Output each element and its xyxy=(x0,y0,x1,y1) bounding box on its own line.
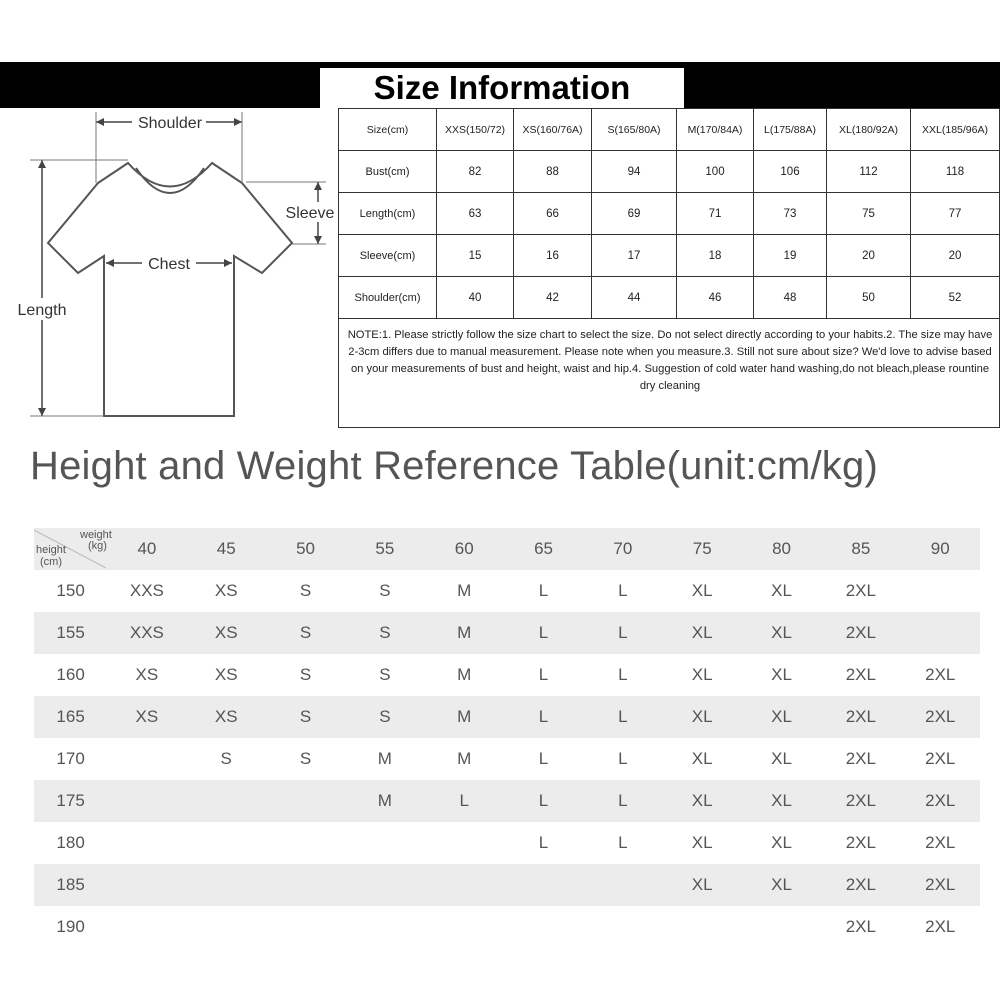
size-cell: M xyxy=(425,612,504,654)
size-cell: XL xyxy=(771,833,792,852)
size-chart-table xyxy=(338,108,1000,428)
table-row xyxy=(34,570,980,612)
corner-height-label: height xyxy=(36,544,66,556)
weight-header-cell: 85 xyxy=(821,528,900,570)
size-cell: XL xyxy=(771,581,792,600)
size-cell: XL xyxy=(663,696,742,738)
weight-header-cell: 65 xyxy=(504,528,583,570)
table-cell: 50 xyxy=(827,277,911,319)
size-cell: M xyxy=(457,581,472,600)
height-cell: 155 xyxy=(34,612,107,654)
size-cell: M xyxy=(377,749,392,768)
size-cell: 2XL xyxy=(845,833,876,852)
table-cell: 112 xyxy=(827,151,911,193)
size-cell: L xyxy=(425,780,504,822)
table-row xyxy=(34,612,980,654)
size-cell: 2XL xyxy=(901,864,980,906)
table-cell: 77 xyxy=(911,193,1000,235)
size-cell: XS xyxy=(214,581,238,600)
table-cell: 42 xyxy=(514,277,592,319)
height-cell: 185 xyxy=(34,864,107,906)
height-cell: 150 xyxy=(56,581,85,600)
size-cell: S xyxy=(345,696,424,738)
size-cell: XL xyxy=(742,696,821,738)
size-cell: XL xyxy=(663,864,742,906)
size-cell: L xyxy=(504,780,583,822)
table-row xyxy=(34,906,980,948)
size-chart-row-shoulder xyxy=(339,277,1000,319)
size-chart-row-sleeve xyxy=(339,235,1000,277)
tshirt-collar xyxy=(136,168,204,193)
table-cell: 69 xyxy=(592,193,677,235)
size-cell: L xyxy=(618,749,628,768)
size-cell xyxy=(107,864,186,906)
size-cell: XL xyxy=(691,833,713,852)
size-cell xyxy=(107,906,186,948)
height-cell: 165 xyxy=(34,696,107,738)
arrow-down-icon xyxy=(314,236,322,244)
header-cell: XXL(185/96A) xyxy=(911,109,1000,151)
size-cell: L xyxy=(504,696,583,738)
header-cell: S(165/80A) xyxy=(592,109,677,151)
size-cell xyxy=(107,780,186,822)
tshirt-measurement-diagram xyxy=(0,108,338,428)
size-cell: 2XL xyxy=(821,696,900,738)
size-cell: L xyxy=(538,833,549,852)
size-cell: S xyxy=(220,749,232,768)
size-cell: XL xyxy=(742,864,821,906)
size-cell: 2XL xyxy=(925,665,956,684)
chest-label: Chest xyxy=(148,256,190,273)
size-cell: XL xyxy=(663,612,742,654)
length-label: Length xyxy=(17,302,67,319)
table-cell: 19 xyxy=(754,235,827,277)
table-cell: 66 xyxy=(514,193,592,235)
corner-height-unit: (cm) xyxy=(40,556,62,568)
size-cell: L xyxy=(618,665,628,684)
weight-header-cell: 75 xyxy=(663,528,742,570)
weight-header-cell: 90 xyxy=(901,528,980,570)
weight-header-cell: 40 xyxy=(107,528,186,570)
size-cell: 2XL xyxy=(925,833,956,852)
page-title: Size Information xyxy=(320,68,684,108)
arrow-right-icon xyxy=(234,118,242,126)
table-cell: 15 xyxy=(437,235,514,277)
size-cell xyxy=(583,864,662,906)
size-cell: S xyxy=(266,612,345,654)
table-cell: 17 xyxy=(592,235,677,277)
arrow-down-icon xyxy=(38,408,46,416)
size-cell: S xyxy=(299,581,312,600)
size-cell: XS xyxy=(214,665,238,684)
weight-header-row xyxy=(34,528,980,570)
table-cell: 71 xyxy=(677,193,754,235)
tshirt-outline xyxy=(48,163,292,416)
size-cell: S xyxy=(379,665,391,684)
table-cell: 63 xyxy=(437,193,514,235)
size-chart-row-bust xyxy=(339,151,1000,193)
size-cell: XXS xyxy=(107,612,186,654)
size-cell xyxy=(107,738,186,780)
size-cell xyxy=(266,906,345,948)
table-row xyxy=(34,864,980,906)
size-cell xyxy=(425,906,504,948)
size-cell: XS xyxy=(107,696,186,738)
table-cell: 44 xyxy=(592,277,677,319)
reference-table-title: Height and Weight Reference Table(unit:cm/kg) xyxy=(30,444,878,488)
size-cell: XL xyxy=(771,665,792,684)
header-cell: M(170/84A) xyxy=(677,109,754,151)
size-cell: M xyxy=(457,665,472,684)
size-cell: L xyxy=(583,612,662,654)
size-cell xyxy=(504,906,583,948)
table-cell: 88 xyxy=(514,151,592,193)
size-cell: 2XL xyxy=(845,665,876,684)
size-cell: S xyxy=(266,696,345,738)
row-header: Bust(cm) xyxy=(339,151,437,193)
size-note: NOTE:1. Please strictly follow the size chart to select the size. Do not select directly according to your habits.2. The size may have 2-3cm differs due to manual measurement. Please note when you measure.3. Still not sure about size? We'd love to advise based on your measurements of bust and height, waist and hip.4. Suggestion of cold water hand washing,do not bleach,please rountine dry cleaning xyxy=(339,319,1000,428)
size-cell: XS xyxy=(135,665,159,684)
size-cell: L xyxy=(618,833,628,852)
size-cell: XL xyxy=(742,780,821,822)
table-cell: 46 xyxy=(677,277,754,319)
weight-header-cell: 50 xyxy=(266,528,345,570)
size-cell: 2XL xyxy=(901,696,980,738)
size-cell: L xyxy=(538,749,549,768)
size-cell xyxy=(266,822,345,864)
table-cell: 106 xyxy=(754,151,827,193)
size-cell xyxy=(187,864,266,906)
size-cell: 2XL xyxy=(845,749,876,768)
size-cell: 2XL xyxy=(845,917,876,936)
size-cell: XL xyxy=(742,612,821,654)
size-cell: 2XL xyxy=(821,612,900,654)
table-cell: 48 xyxy=(754,277,827,319)
corner-weight-label: weight xyxy=(80,529,112,541)
size-cell xyxy=(583,906,662,948)
size-cell xyxy=(187,780,266,822)
table-cell: 118 xyxy=(911,151,1000,193)
height-cell: 180 xyxy=(56,833,85,852)
table-cell: 40 xyxy=(437,277,514,319)
table-row xyxy=(34,822,980,864)
height-cell: 160 xyxy=(56,665,85,684)
size-cell: 2XL xyxy=(925,749,956,768)
table-cell: 100 xyxy=(677,151,754,193)
header-cell: L(175/88A) xyxy=(754,109,827,151)
size-cell xyxy=(107,822,186,864)
size-cell: M xyxy=(345,780,424,822)
sleeve-label: Sleeve xyxy=(285,205,335,222)
table-cell: 16 xyxy=(514,235,592,277)
size-cell: XS xyxy=(187,612,266,654)
table-row xyxy=(34,696,980,738)
corner-cell xyxy=(34,528,112,570)
size-cell: S xyxy=(345,612,424,654)
height-cell: 175 xyxy=(34,780,107,822)
table-cell: 52 xyxy=(911,277,1000,319)
size-cell xyxy=(504,864,583,906)
height-cell: 190 xyxy=(56,917,85,936)
size-cell xyxy=(187,822,266,864)
table-cell: 82 xyxy=(437,151,514,193)
size-cell xyxy=(266,864,345,906)
size-cell xyxy=(425,822,504,864)
size-cell xyxy=(345,864,424,906)
size-cell: L xyxy=(583,780,662,822)
table-row xyxy=(34,738,980,780)
size-cell xyxy=(187,906,266,948)
corner-weight-unit: (kg) xyxy=(88,540,107,552)
size-cell: M xyxy=(457,749,472,768)
size-cell: XL xyxy=(771,749,792,768)
weight-header-cell: 45 xyxy=(187,528,266,570)
arrow-up-icon xyxy=(38,160,46,168)
size-cell xyxy=(742,906,821,948)
size-cell xyxy=(901,570,980,612)
weight-header-cell: 80 xyxy=(742,528,821,570)
row-header: Shoulder(cm) xyxy=(339,277,437,319)
size-cell xyxy=(425,864,504,906)
size-cell: L xyxy=(538,581,549,600)
table-cell: 75 xyxy=(827,193,911,235)
header-cell: XXS(150/72) xyxy=(437,109,514,151)
row-header: Length(cm) xyxy=(339,193,437,235)
size-cell: 2XL xyxy=(901,780,980,822)
size-cell: 2XL xyxy=(925,917,956,936)
size-cell: 2XL xyxy=(821,780,900,822)
header-cell: Size(cm) xyxy=(339,109,437,151)
weight-header-cell: 70 xyxy=(583,528,662,570)
table-cell: 18 xyxy=(677,235,754,277)
table-row xyxy=(34,780,980,822)
size-cell xyxy=(345,822,424,864)
size-cell: S xyxy=(299,749,312,768)
table-cell: 94 xyxy=(592,151,677,193)
size-cell xyxy=(901,612,980,654)
size-cell: XS xyxy=(187,696,266,738)
arrow-up-icon xyxy=(314,182,322,190)
table-cell: 20 xyxy=(911,235,1000,277)
size-cell: XL xyxy=(691,581,713,600)
shoulder-label: Shoulder xyxy=(137,115,203,132)
size-cell: M xyxy=(425,696,504,738)
weight-header-cell: 60 xyxy=(425,528,504,570)
arrow-left-icon xyxy=(106,259,114,267)
size-cell: L xyxy=(504,612,583,654)
size-cell: XXS xyxy=(129,581,164,600)
size-cell xyxy=(345,906,424,948)
size-cell: 2XL xyxy=(821,864,900,906)
size-cell: L xyxy=(618,581,628,600)
table-cell: 73 xyxy=(754,193,827,235)
weight-header-cell: 55 xyxy=(345,528,424,570)
arrow-right-icon xyxy=(224,259,232,267)
size-cell: L xyxy=(583,696,662,738)
header-cell: XS(160/76A) xyxy=(514,109,592,151)
size-cell: 2XL xyxy=(845,581,876,600)
size-chart-note-row xyxy=(339,319,1000,428)
arrow-left-icon xyxy=(96,118,104,126)
size-cell: S xyxy=(299,665,312,684)
header-cell: XL(180/92A) xyxy=(827,109,911,151)
size-cell: XL xyxy=(691,665,713,684)
size-chart-header-row xyxy=(339,109,1000,151)
size-cell: S xyxy=(379,581,391,600)
size-cell xyxy=(266,780,345,822)
size-cell: XL xyxy=(663,780,742,822)
row-header: Sleeve(cm) xyxy=(339,235,437,277)
height-weight-table xyxy=(34,528,980,948)
size-cell xyxy=(663,906,742,948)
size-chart-row-length xyxy=(339,193,1000,235)
size-cell: XL xyxy=(691,749,713,768)
table-cell: 20 xyxy=(827,235,911,277)
table-row xyxy=(34,654,980,696)
height-cell: 170 xyxy=(56,749,85,768)
size-cell: L xyxy=(538,665,549,684)
